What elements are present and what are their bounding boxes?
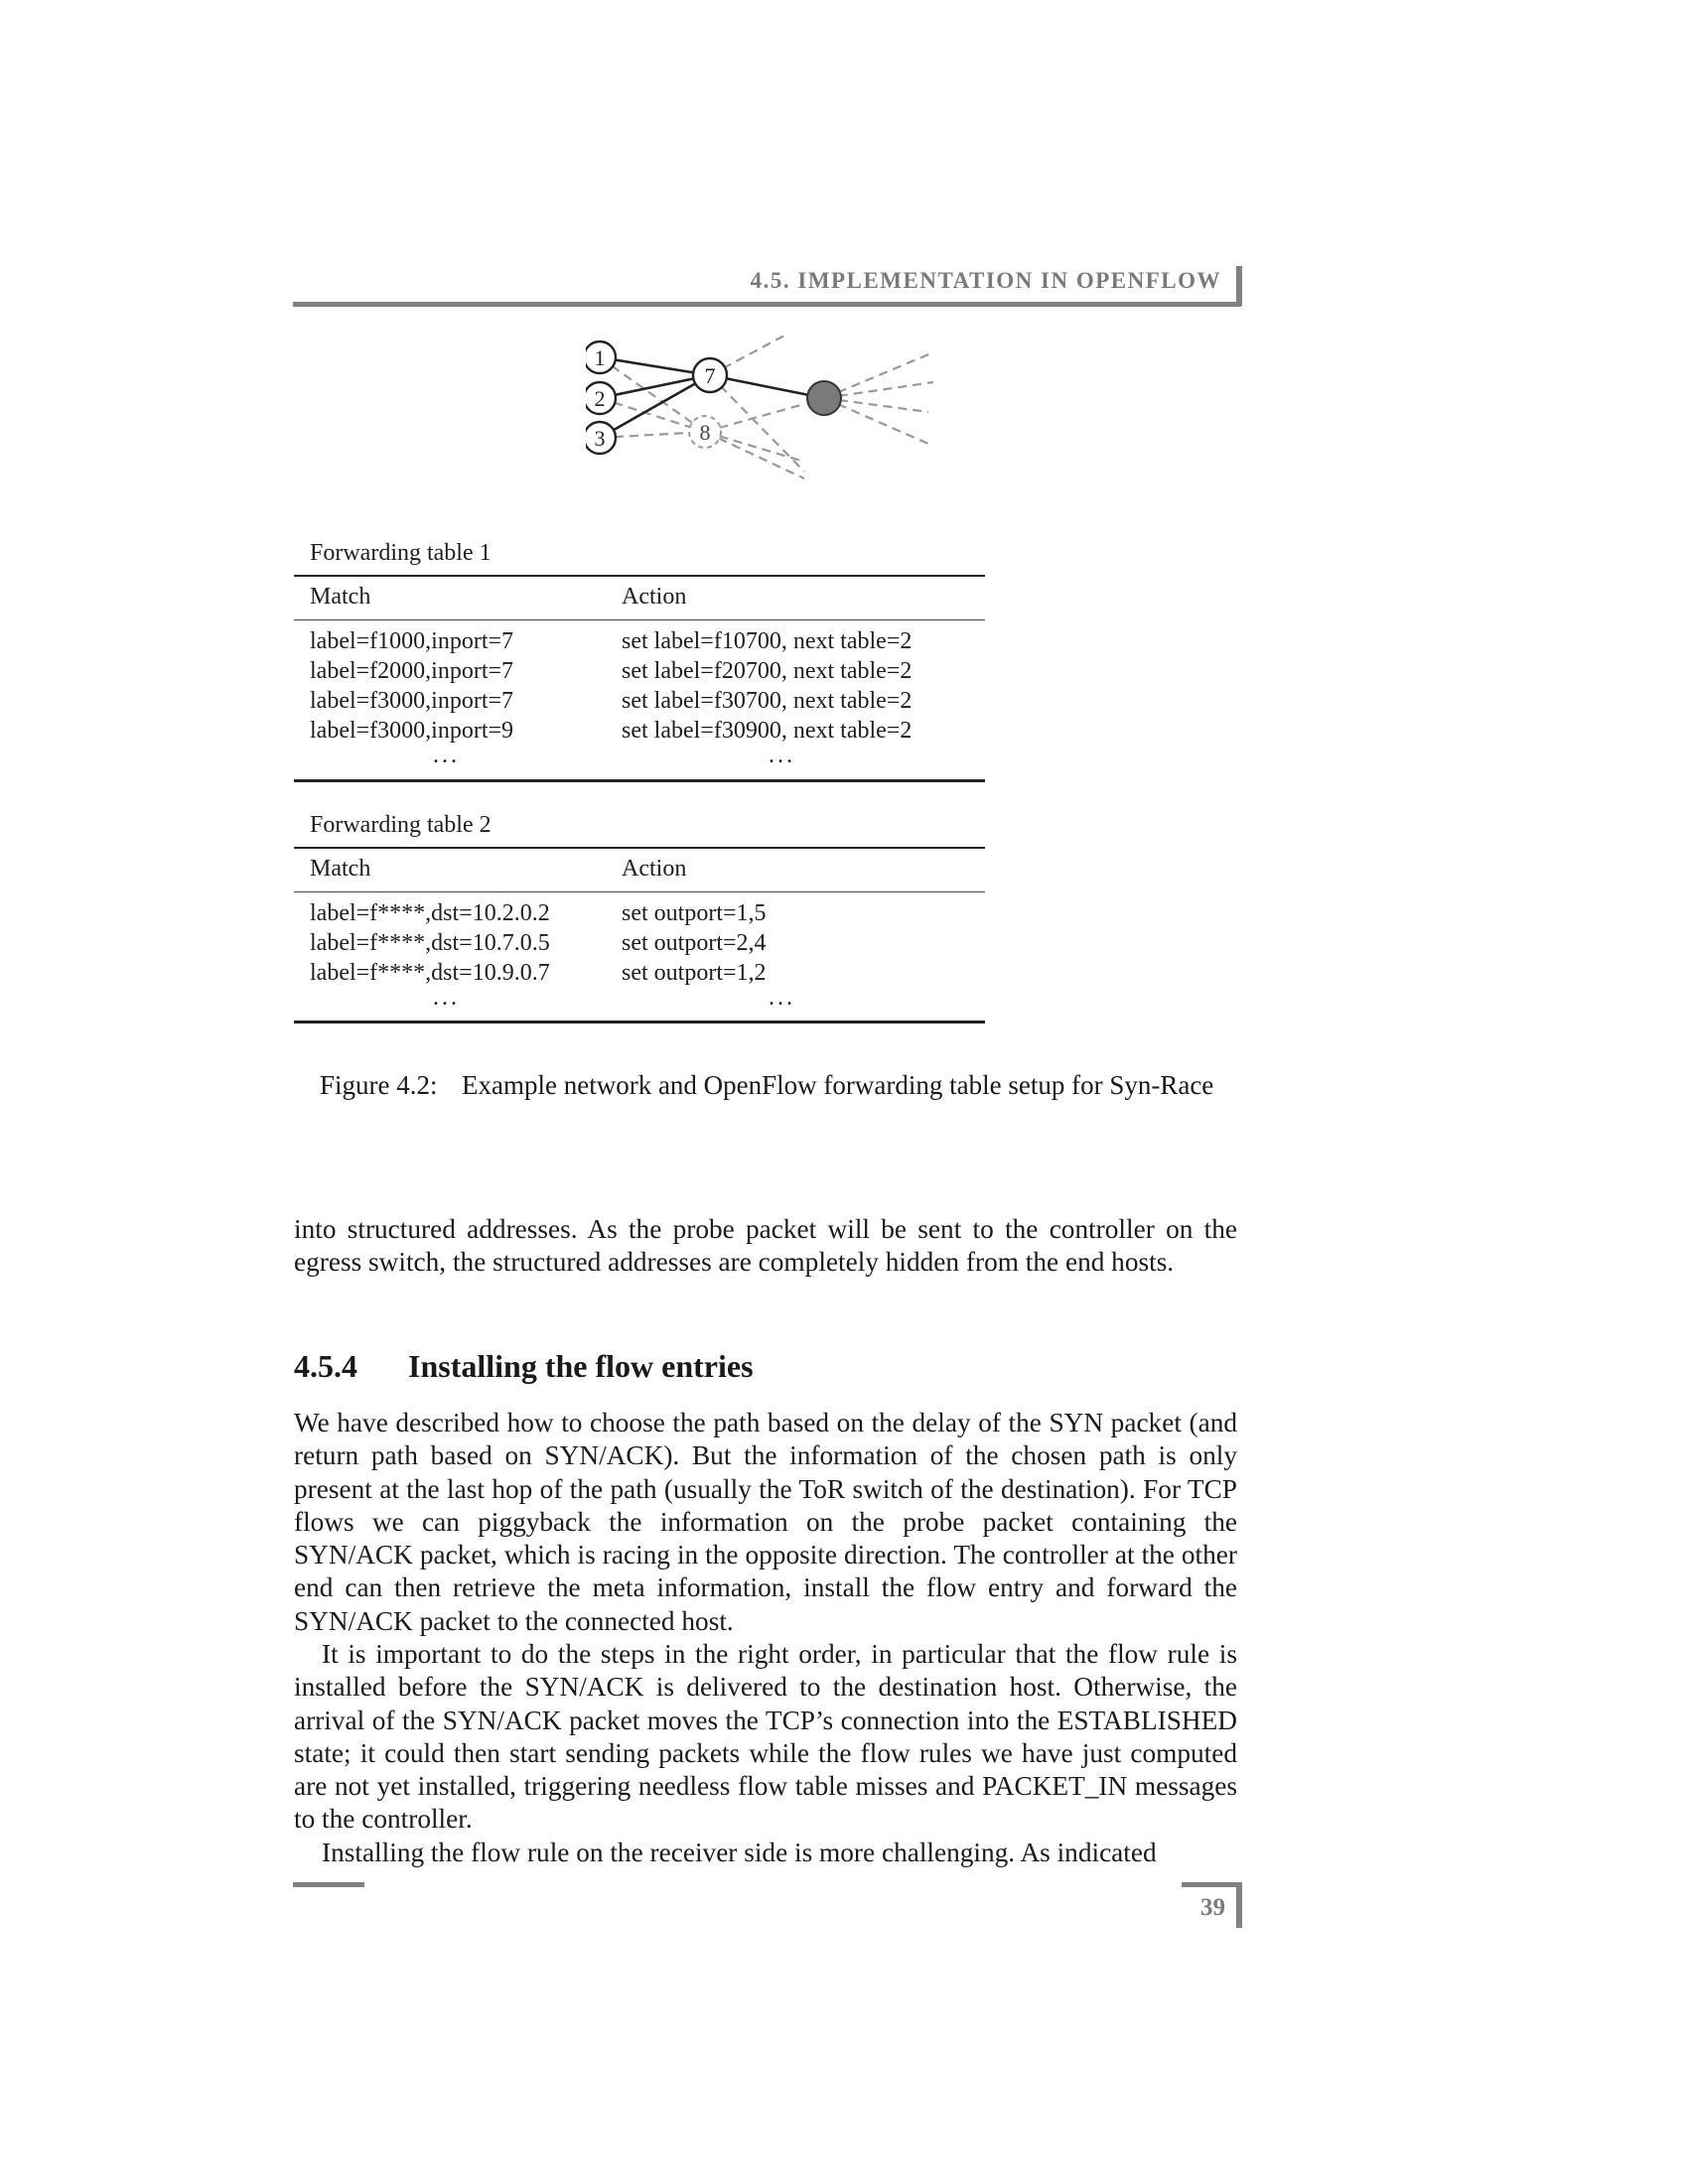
column-header-match: Match	[310, 584, 371, 610]
column-header-action: Action	[622, 856, 687, 882]
column-header-match: Match	[310, 856, 371, 882]
header-rule	[293, 302, 1241, 307]
table-mid-rule	[294, 891, 985, 892]
ellipsis-action: ...	[769, 743, 795, 768]
figure-label: Figure 4.2:	[320, 1070, 438, 1100]
table-row	[294, 718, 985, 749]
figure-caption-text: Example network and OpenFlow forwarding table setup for Syn-Race	[462, 1070, 1214, 1100]
filled-node	[807, 381, 841, 415]
paragraph-intro: into structured addresses. As the probe packet will be sent to the controller on the egress switch, the structured addresses are completely hidden from the end hosts.	[294, 1214, 1237, 1278]
footer-rule	[1182, 1882, 1241, 1887]
paragraph: It is important to do the steps in the right order, in particular that the flow rule is installed before the SYN/ACK is delivered to the destination host. Otherwise, the arrival of the SYN/ACK packet moves the TCP’s connection into the ESTABLISHED state; it could then start sending packets while the flow rules we have just computed are not yet installed, triggering needless flow table misses and PACKET_IN messages to the controller.	[294, 1639, 1237, 1835]
dashed-links	[600, 336, 933, 478]
action-cell: set label=f30900, next table=2	[622, 718, 913, 744]
ellipsis-action: ...	[769, 985, 795, 1011]
table-bottom-rule	[294, 1021, 985, 1024]
node-1-label: 1	[594, 345, 606, 370]
forwarding-table-1	[294, 540, 985, 788]
action-cell: set outport=1,5	[622, 900, 767, 926]
match-cell: label=f1000,inport=7	[310, 628, 514, 654]
action-cell: set label=f10700, next table=2	[622, 628, 913, 654]
table-top-rule	[294, 847, 985, 849]
match-cell: label=f2000,inport=7	[310, 658, 514, 684]
paragraph: We have described how to choose the path based on the delay of the SYN packet (and return path based on SYN/ACK). But the information of the chosen path is only present at the last hop of the path (usually the ToR switch of the destination). For TCP flows we can piggyback the information on the probe packet containing the SYN/ACK packet, which is racing in the opposite direction. The controller at the other end can then retrieve the meta information, install the flow entry and forward the SYN/ACK packet to the connected host.	[294, 1408, 1237, 1636]
ellipsis-match: ...	[433, 985, 460, 1011]
table-row	[294, 900, 985, 931]
action-cell: set label=f30700, next table=2	[622, 688, 913, 714]
table-mid-rule	[294, 619, 985, 620]
paragraph: Installing the flow rule on the receiver side is more challenging. As indicated	[322, 1838, 1157, 1867]
table-row	[294, 960, 985, 991]
column-header-action: Action	[622, 584, 687, 610]
match-cell: label=f3000,inport=7	[310, 688, 514, 714]
match-cell: label=f****,dst=10.9.0.7	[310, 960, 550, 986]
match-cell: label=f****,dst=10.7.0.5	[310, 930, 550, 956]
action-cell: set outport=1,2	[622, 960, 767, 986]
running-header: 4.5. IMPLEMENTATION IN OPENFLOW	[750, 268, 1221, 293]
table-caption: Forwarding table 1	[310, 540, 492, 566]
table-row	[294, 658, 985, 689]
action-cell: set label=f20700, next table=2	[622, 658, 913, 684]
table-caption: Forwarding table 2	[310, 812, 492, 838]
table-row	[294, 930, 985, 961]
match-cell: label=f3000,inport=9	[310, 718, 514, 744]
table-row	[294, 688, 985, 719]
section-title: Installing the flow entries	[408, 1348, 754, 1384]
footer-rule	[293, 1882, 364, 1887]
action-cell: set outport=2,4	[622, 930, 767, 956]
network-diagram	[586, 333, 963, 501]
table-bottom-rule	[294, 779, 985, 782]
page-number: 39	[1200, 1894, 1225, 1921]
node-7-label: 7	[704, 363, 716, 388]
match-cell: label=f****,dst=10.2.0.2	[310, 900, 550, 926]
section-number: 4.5.4	[294, 1348, 357, 1384]
node-2-label: 2	[594, 386, 606, 411]
header-tick	[1236, 266, 1242, 306]
node-3-label: 3	[594, 426, 606, 451]
ellipsis-match: ...	[433, 743, 460, 768]
footer-tick	[1236, 1882, 1242, 1928]
table-row	[294, 628, 985, 659]
table-top-rule	[294, 575, 985, 577]
node-8-label: 8	[699, 420, 711, 445]
forwarding-table-2	[294, 812, 985, 1030]
